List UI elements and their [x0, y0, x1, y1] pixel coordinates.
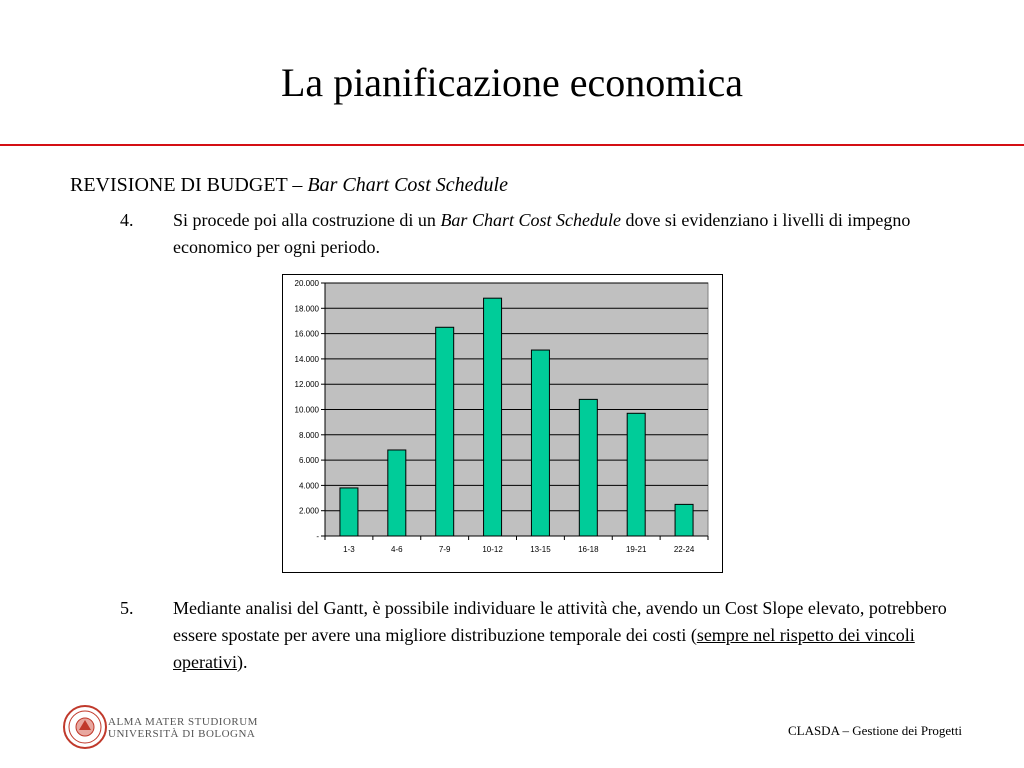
text-after: dove si evidenziano i livelli di impegno economico per ogni periodo.	[173, 210, 911, 257]
x-tick-label: 19-21	[625, 545, 647, 554]
bar	[579, 399, 597, 536]
list-text	[173, 595, 953, 676]
heading-emphasis: Bar Chart Cost Schedule	[307, 174, 508, 196]
text-before: Mediante analisi del Gantt, è possibile individuare le attività che, avendo un Cost Slope elevato, potrebbero essere spostate per avere una migliore distribuzione temporale dei costi (	[173, 598, 947, 645]
y-tick-label: 20.000	[294, 279, 319, 288]
title-divider	[0, 144, 1024, 146]
x-tick-label: 22-24	[673, 545, 695, 554]
y-tick-label: 12.000	[294, 380, 319, 390]
x-tick-label: 7-9	[438, 545, 451, 554]
bar	[675, 504, 693, 536]
bar	[340, 488, 358, 536]
bar	[627, 413, 645, 536]
list-number: 4.	[120, 210, 134, 230]
y-tick-label: 6.000	[298, 456, 319, 466]
heading-prefix: REVISIONE DI BUDGET –	[70, 174, 308, 196]
x-tick-label: 1-3	[343, 545, 355, 554]
chart-svg	[283, 275, 724, 574]
text-after: ).	[236, 652, 248, 672]
x-tick-label: 16-18	[578, 545, 599, 554]
footer-course-title: CLASDA – Gestione dei Progetti	[787, 723, 962, 738]
list-text	[173, 207, 953, 261]
bar-chart-cost-schedule	[282, 274, 723, 573]
y-tick-label: -	[316, 532, 319, 541]
text-before: Si procede poi alla costruzione di un	[173, 210, 441, 230]
y-tick-label: 18.000	[294, 304, 319, 314]
bar	[484, 298, 502, 536]
slide-title: La pianificazione economica	[281, 60, 743, 105]
bar	[436, 327, 454, 536]
logo-line-1: ALMA MATER STUDIORUM	[108, 716, 258, 728]
bar	[531, 350, 549, 536]
x-tick-label: 10-12	[482, 545, 503, 554]
text-italic: Bar Chart Cost Schedule	[440, 210, 621, 230]
y-tick-label: 2.000	[298, 506, 319, 516]
y-tick-label: 16.000	[294, 329, 319, 339]
university-logo-text	[108, 716, 258, 740]
x-tick-label: 13-15	[530, 545, 551, 554]
university-seal-icon	[62, 704, 108, 750]
x-tick-label: 4-6	[391, 545, 403, 554]
y-tick-label: 8.000	[298, 430, 319, 440]
text-underlined: sempre nel rispetto dei vincoli operativi	[173, 625, 915, 672]
bar	[388, 450, 406, 536]
y-tick-label: 4.000	[298, 481, 319, 491]
y-tick-label: 14.000	[294, 354, 319, 364]
section-heading	[70, 172, 508, 198]
y-tick-label: 10.000	[294, 405, 319, 415]
logo-line-2: UNIVERSITÀ DI BOLOGNA	[108, 728, 256, 740]
list-number: 5.	[120, 598, 134, 618]
